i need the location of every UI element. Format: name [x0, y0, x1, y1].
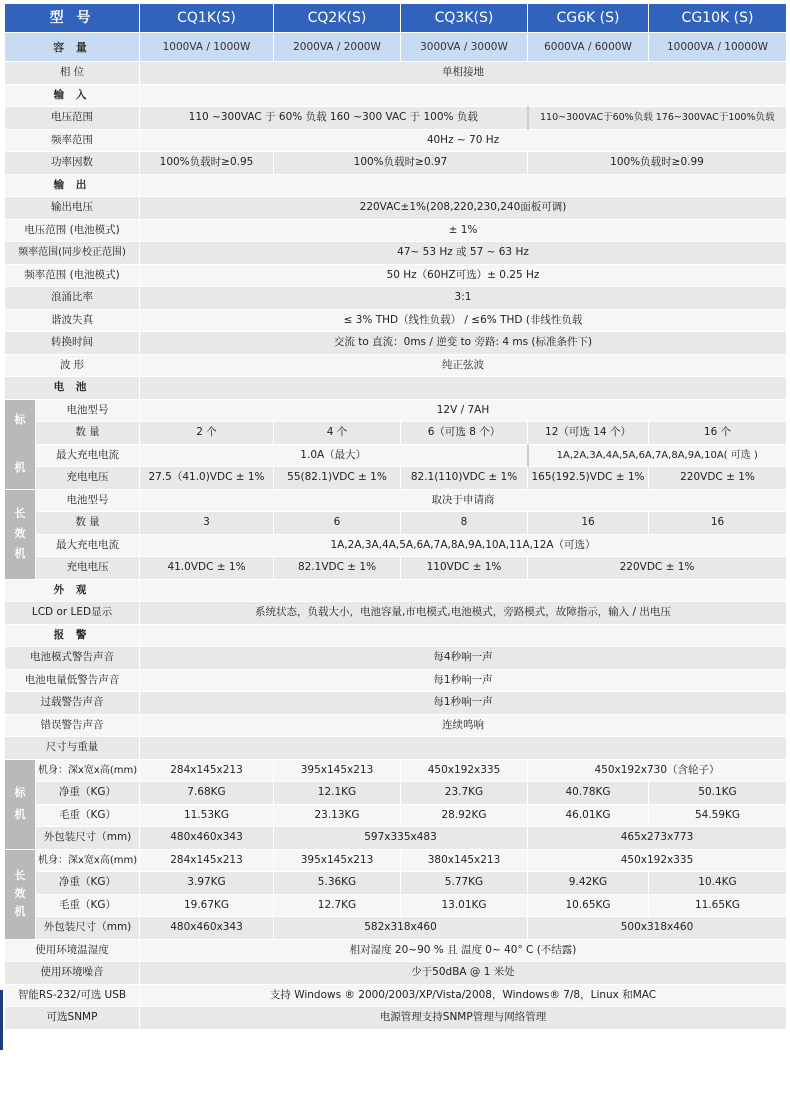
cell-value: 220VDC ± 1%: [649, 467, 787, 490]
row-label: 过载警告声音: [5, 692, 140, 715]
section-output: [5, 174, 787, 197]
row-label: 错误警告声音: [5, 714, 140, 737]
row-label: 毛重（KG）: [36, 894, 140, 917]
cell-value: 82.1(110)VDC ± 1%: [401, 467, 528, 490]
model-cq2k: CQ2K(S): [274, 4, 401, 33]
row-label: 外包装尺寸（mm): [36, 827, 140, 850]
row-label: 数 量: [36, 422, 140, 445]
row-label: 净重（KG）: [36, 872, 140, 895]
cell-value: 11.65KG: [649, 894, 787, 917]
battery-std-type-row: [5, 399, 787, 422]
output-fbat-row: [5, 264, 787, 287]
cell-value: 100%负载时≥0.99: [528, 152, 787, 175]
model-cq3k: CQ3K(S): [401, 4, 528, 33]
cell-value: 16: [649, 512, 787, 535]
snmp-row: [5, 1007, 787, 1030]
cell-value: 284x145x213: [140, 759, 274, 782]
dim-std-pack-row: [5, 827, 787, 850]
capacity-row: [5, 33, 787, 62]
output-wave-row: [5, 354, 787, 377]
cell-value: 16: [528, 512, 649, 535]
cell-value: 500x318x460: [528, 917, 787, 940]
row-label: 输出电压: [5, 197, 140, 220]
dim-std-size-row: [5, 759, 787, 782]
input-voltage-row: [5, 107, 787, 130]
cell-value: 9.42KG: [528, 872, 649, 895]
cell-value: 46.01KG: [528, 804, 649, 827]
cell-value: 连续鸣响: [140, 714, 787, 737]
capacity-value: 10000VA / 10000W: [649, 33, 787, 62]
cell-value: 1.0A（最大）: [140, 444, 528, 467]
row-label: 转换时间: [5, 332, 140, 355]
cell-value: 82.1VDC ± 1%: [274, 557, 401, 580]
capacity-value: 3000VA / 3000W: [401, 33, 528, 62]
cell-value: 100%负载时≥0.97: [274, 152, 528, 175]
alarm-row: [5, 714, 787, 737]
row-label: 使用环境噪音: [5, 962, 140, 985]
row-label: 电池型号: [36, 399, 140, 422]
row-label: 功率因数: [5, 152, 140, 175]
row-label: 机身：深x宽x高(mm): [36, 759, 140, 782]
cell-value: 110~300VAC于60%负载 176~300VAC于100%负载: [528, 107, 787, 130]
cell-value: 47~ 53 Hz 或 57 ~ 63 Hz: [140, 242, 787, 265]
cell-value: 450x192x335: [528, 849, 787, 872]
row-label: LCD or LED显示: [5, 602, 140, 625]
output-crest-row: [5, 287, 787, 310]
row-label: 充电电压: [36, 467, 140, 490]
model-cg10k: CG10K (S): [649, 4, 787, 33]
cell-value: 597x335x483: [274, 827, 528, 850]
cell-value: 284x145x213: [140, 849, 274, 872]
cell-value: 23.13KG: [274, 804, 401, 827]
section-battery: [5, 377, 787, 400]
output-vbat-row: [5, 219, 787, 242]
battery-long-maxc-row: [5, 534, 787, 557]
row-label: 使用环境温湿度: [5, 939, 140, 962]
cell-value: 4 个: [274, 422, 401, 445]
cell-value: 582x318x460: [274, 917, 528, 940]
cell-value: 3.97KG: [140, 872, 274, 895]
cell-value: 380x145x213: [401, 849, 528, 872]
phase-row: [5, 62, 787, 85]
cell-value: 电源管理支持SNMP管理与网络管理: [140, 1007, 787, 1030]
section-input: [5, 84, 787, 107]
cell-value: 10.65KG: [528, 894, 649, 917]
cell-value: 少于50dBA @ 1 米处: [140, 962, 787, 985]
dim-long-net-row: [5, 872, 787, 895]
phase-label: 相 位: [5, 62, 140, 85]
battery-long-cv-row: [5, 557, 787, 580]
row-label: 波 形: [5, 354, 140, 377]
cell-value: 6（可选 8 个）: [401, 422, 528, 445]
cell-value: 28.92KG: [401, 804, 528, 827]
section-alarm: [5, 624, 787, 647]
display-row: [5, 602, 787, 625]
cell-value: 12.1KG: [274, 782, 401, 805]
row-label: 充电电压: [36, 557, 140, 580]
cell-value: 12.7KG: [274, 894, 401, 917]
cell-value: 2 个: [140, 422, 274, 445]
cell-value: 8: [401, 512, 528, 535]
cell-value: 11.53KG: [140, 804, 274, 827]
row-label: 电池电量低警告声音: [5, 669, 140, 692]
cell-value: 10.4KG: [649, 872, 787, 895]
section-output-title: 输 出: [5, 174, 140, 197]
cell-value: ± 1%: [140, 219, 787, 242]
group-label-standard: 标 机: [5, 399, 36, 489]
model-label: 型 号: [5, 4, 140, 33]
cell-value: 3: [140, 512, 274, 535]
section-dimensions: [5, 737, 787, 760]
cell-value: 相对湿度 20~90 % 且 温度 0~ 40° C (不结露): [140, 939, 787, 962]
row-label: 浪涌比率: [5, 287, 140, 310]
group-label-long: 长 效 机: [5, 849, 36, 939]
cell-value: 110 ~300VAC 于 60% 负载 160 ~300 VAC 于 100% 负载: [140, 107, 528, 130]
output-thd-row: [5, 309, 787, 332]
row-label: 频率范围(同步校正范围): [5, 242, 140, 265]
cell-value: 54.59KG: [649, 804, 787, 827]
battery-std-cv-row: [5, 467, 787, 490]
row-label: 电压范围: [5, 107, 140, 130]
battery-std-qty-row: [5, 422, 787, 445]
cell-value: 395x145x213: [274, 849, 401, 872]
alarm-row: [5, 669, 787, 692]
row-label: 外包装尺寸（mm): [36, 917, 140, 940]
model-header-row: [5, 4, 787, 33]
cell-value: 5.77KG: [401, 872, 528, 895]
row-label: 最大充电电流: [36, 534, 140, 557]
section-alarm-title: 报 警: [5, 624, 140, 647]
row-label: 智能RS-232/可选 USB: [5, 984, 140, 1007]
alarm-row: [5, 692, 787, 715]
cell-value: 23.7KG: [401, 782, 528, 805]
cell-value: ≤ 3% THD（线性负载） / ≤6% THD (非线性负载: [140, 309, 787, 332]
row-label: 最大充电电流: [36, 444, 140, 467]
row-label: 频率范围 (电池模式): [5, 264, 140, 287]
cell-value: 480x460x343: [140, 917, 274, 940]
cell-value: 40.78KG: [528, 782, 649, 805]
cell-value: 480x460x343: [140, 827, 274, 850]
section-dimensions-title: 尺寸与重量: [5, 737, 140, 760]
cell-value: 系统状态，负载大小，电池容量,市电模式,电池模式，旁路模式，故障指示，输入 / 出电压: [140, 602, 787, 625]
dim-std-gross-row: [5, 804, 787, 827]
cell-value: 12V / 7AH: [140, 399, 787, 422]
dim-std-net-row: [5, 782, 787, 805]
dim-long-gross-row: [5, 894, 787, 917]
cell-value: 450x192x730（含轮子）: [528, 759, 787, 782]
input-frequency-row: [5, 129, 787, 152]
left-accent-bar: [0, 990, 3, 1050]
cell-value: 12（可选 14 个）: [528, 422, 649, 445]
cell-value: 16 个: [649, 422, 787, 445]
section-input-title: 输 入: [5, 84, 140, 107]
cell-value: 450x192x335: [401, 759, 528, 782]
humidity-row: [5, 939, 787, 962]
battery-std-maxc-row: [5, 444, 787, 467]
cell-value: 每1秒响一声: [140, 669, 787, 692]
capacity-value: 2000VA / 2000W: [274, 33, 401, 62]
cell-value: 每4秒响一声: [140, 647, 787, 670]
cell-value: 6: [274, 512, 401, 535]
row-label: 电池模式警告声音: [5, 647, 140, 670]
row-label: 电池型号: [36, 489, 140, 512]
alarm-row: [5, 647, 787, 670]
row-label: 毛重（KG）: [36, 804, 140, 827]
cell-value: 7.68KG: [140, 782, 274, 805]
row-label: 电压范围 (电池模式): [5, 219, 140, 242]
row-label: 可选SNMP: [5, 1007, 140, 1030]
cell-value: 1A,2A,3A,4A,5A,6A,7A,8A,9A,10A,11A,12A（可选）: [140, 534, 787, 557]
cell-value: 220VAC±1%(208,220,230,240面板可调): [140, 197, 787, 220]
row-label: 谐波失真: [5, 309, 140, 332]
usb-row: [5, 984, 787, 1007]
dim-long-size-row: [5, 849, 787, 872]
battery-long-qty-row: [5, 512, 787, 535]
cell-value: 5.36KG: [274, 872, 401, 895]
cell-value: 1A,2A,3A,4A,5A,6A,7A,8A,9A,10A( 可选 ): [528, 444, 787, 467]
section-battery-title: 电 池: [5, 377, 140, 400]
cell-value: 220VDC ± 1%: [528, 557, 787, 580]
cell-value: 55(82.1)VDC ± 1%: [274, 467, 401, 490]
cell-value: 465x273x773: [528, 827, 787, 850]
output-transfer-row: [5, 332, 787, 355]
cell-value: 支持 Windows ® 2000/2003/XP/Vista/2008，Windows® 7/8，Linux 和MAC: [140, 984, 787, 1007]
section-appearance: [5, 579, 787, 602]
row-label: 机身：深x宽x高(mm): [36, 849, 140, 872]
cell-value: 50 Hz（60HZ可选）± 0.25 Hz: [140, 264, 787, 287]
cell-value: 110VDC ± 1%: [401, 557, 528, 580]
output-voltage-row: [5, 197, 787, 220]
cell-value: 41.0VDC ± 1%: [140, 557, 274, 580]
cell-value: 27.5（41.0)VDC ± 1%: [140, 467, 274, 490]
row-label: 净重（KG）: [36, 782, 140, 805]
capacity-value: 1000VA / 1000W: [140, 33, 274, 62]
cell-value: 13.01KG: [401, 894, 528, 917]
model-cg6k: CG6K (S): [528, 4, 649, 33]
cell-value: 每1秒响一声: [140, 692, 787, 715]
group-label-long: 长 效 机: [5, 489, 36, 579]
cell-value: 交流 to 直流：0ms / 逆变 to 旁路: 4 ms (标准条件下): [140, 332, 787, 355]
noise-row: [5, 962, 787, 985]
cell-value: 3:1: [140, 287, 787, 310]
cell-value: 165(192.5)VDC ± 1%: [528, 467, 649, 490]
model-cq1k: CQ1K(S): [140, 4, 274, 33]
cell-value: 取决于申请商: [140, 489, 787, 512]
cell-value: 19.67KG: [140, 894, 274, 917]
cell-value: 100%负载时≥0.95: [140, 152, 274, 175]
group-label-standard: 标 机: [5, 759, 36, 849]
section-appearance-title: 外 观: [5, 579, 140, 602]
row-label: 频率范围: [5, 129, 140, 152]
cell-value: 50.1KG: [649, 782, 787, 805]
dim-long-pack-row: [5, 917, 787, 940]
row-label: 数 量: [36, 512, 140, 535]
cell-value: 40Hz ~ 70 Hz: [140, 129, 787, 152]
spec-table: [4, 3, 787, 1030]
cell-value: 纯正弦波: [140, 354, 787, 377]
capacity-label: 容 量: [5, 33, 140, 62]
phase-value: 单相接地: [140, 62, 787, 85]
input-pf-row: [5, 152, 787, 175]
capacity-value: 6000VA / 6000W: [528, 33, 649, 62]
cell-value: 395x145x213: [274, 759, 401, 782]
output-fsync-row: [5, 242, 787, 265]
battery-long-type-row: [5, 489, 787, 512]
